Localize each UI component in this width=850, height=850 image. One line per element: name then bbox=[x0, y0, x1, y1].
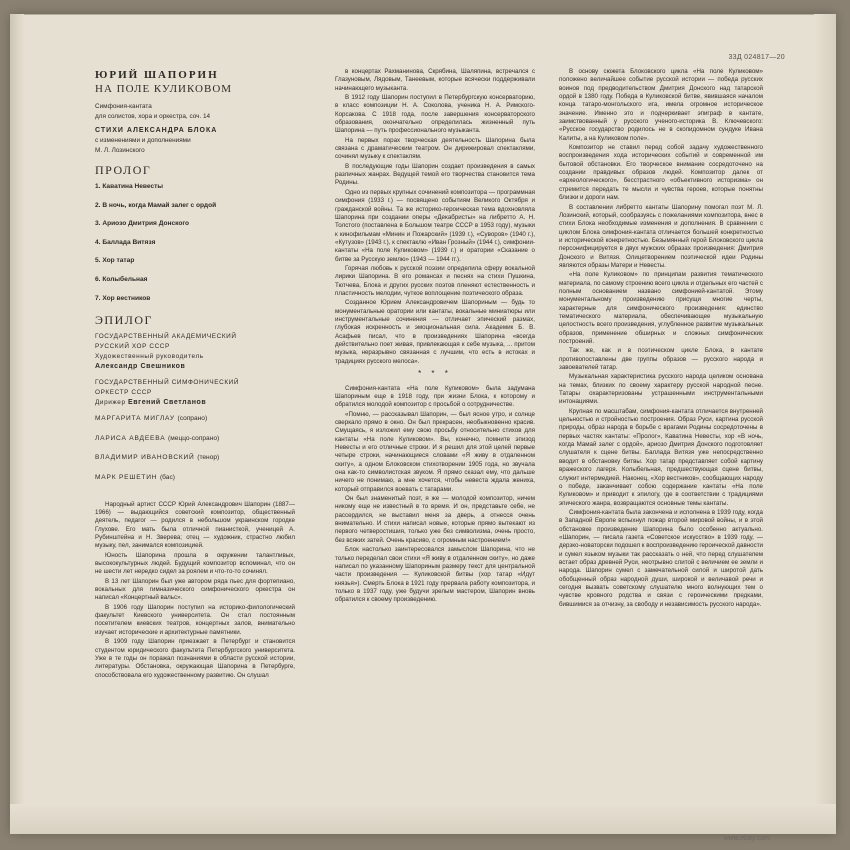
forces: для солистов, хора и оркестра, соч. 14 bbox=[95, 113, 211, 120]
orchestra-line-1: ГОСУДАРСТВЕННЫЙ СИМФОНИЧЕСКИЙ bbox=[95, 379, 240, 387]
poems-credit: СТИХИ АЛЕКСАНДРА БЛОКА bbox=[95, 127, 218, 134]
orchestra-line-2: ОРКЕСТР СССР bbox=[95, 389, 152, 397]
paragraph: На первых порах творческая деятельность Шапорина была связана с драматическим театром. Он дирижировал спектаклями, сочинял музыку к спектаклям. bbox=[335, 136, 535, 161]
choir-director: Александр Свешников bbox=[95, 363, 186, 371]
conductor-label: Дирижер bbox=[95, 399, 126, 407]
soloist bbox=[95, 414, 295, 424]
column-3 bbox=[559, 68, 763, 800]
paragraph: Одно из первых крупных сочинений композитора — программная симфония (1933 г.) — посвящено событиям Великого Октября и гражданской войны. Та же историко-героическая тема вдохновляла Шапорина при создании оперы «Декабристы» на либретто А. Н. Толстого (поставлена в Большом театре СССР в 1953 году), музыки к кинофильмам «Минин и Пожарский» (1939 г.), «Суворов» (1940 г.), «Кутузов» (1943 г.), к спектаклю «Иван Грозный» (1944 г.), симфонии-кантаты «На поле Куликовом» (1939 г.) и оратории «Сказание о битве за Русскую землю» (1943 — 1944 гг.). bbox=[335, 188, 535, 263]
sleeve-bottom-edge bbox=[10, 804, 836, 834]
paragraph: Юность Шапорина прошла в окружении талантливых, высококультурных людей. Будущий композитор вспоминал, что он не шести лет нередко сидел за роялем и что-то-то сочинял. bbox=[95, 551, 295, 576]
column-2 bbox=[335, 68, 535, 800]
paragraph: Симфония-кантата была закончена и исполнена в 1939 году, когда в Западной Европе вспыхнул пожар второй мировой войны, и в этой обстановке произведение Шапорина было особенно актуально. «Шапорин, — писала газета «Советское искусство» в 1939 году, — дерзко-новаторски подошел к воспроизведению героической давности и сумел языком музыки так рассказать о ней, что перед слушателем встает образ древней Руси, неотрывно слитой с величием ее земли и народа. Шапорин сумел с замечательной силой и широтой дать обобщенный образ народной души, широкой и величавой речи и сегодня вызвать советскому слушателю много волнующих тем о чувстве кровного родства и связи с героическими предками, бившимися за отчизну, за свободу и независимость русского народа». bbox=[559, 508, 763, 608]
track-item: 5. Хор татар bbox=[95, 257, 135, 265]
section-separator: * * * bbox=[418, 369, 452, 379]
soloist-role: (тенор) bbox=[197, 454, 220, 462]
paragraph: Созданное Юрием Александровичем Шапориным — будь то монументальные оратории или кантаты, вокальные миниатюры или инструментальные сочинения — отличает эпический размах, глубокая искренность и эмоциональная сила. Академик Б. В. Асафьев писал, что в произведениях Шапорина «всегда действительно поет живая, привлекающая к себе музыка, ... притом музыка, неразрывно связанная с лучшим, что есть в истоках и традициях русского мелоса». bbox=[335, 299, 535, 365]
track-item: 3. Ариозо Дмитрия Донского bbox=[95, 220, 190, 228]
paragraph: В 1912 году Шапорин поступил в Петербургскую консерваторию, в класс композиции Н. А. Соколова, ученика Н. А. Римского-Корсакова. С 1918 года, после завершения консерваторского образования, окончательно определилась жизненный путь Шапорина — путь профессионального музыканта. bbox=[335, 94, 535, 135]
biography-text bbox=[95, 501, 295, 680]
sleeve-left-edge bbox=[10, 14, 24, 834]
sleeve-right-edge bbox=[814, 14, 836, 834]
paragraph: В составлении либретто кантаты Шапорину помогал поэт М. Л. Лозинский, который, сообразуясь с пожеланиями композитора, внес в стихи Блока необходимые изменения и дополнения. В сравнении с циклом Блока симфония-кантата отличается большей конкретностью и исторической конкретностью. Безымянный герой Блоковского цикла персонифицируется в двух мужских образах произведения: Дмитрия Донского и Витязя. Олицетворением поэтической идеи Родины являются образы Матери и Невесты. bbox=[559, 203, 763, 269]
track-item: 2. В ночь, когда Мамай залег с ордой bbox=[95, 201, 217, 209]
soloist-name: МАРГАРИТА МИГЛАУ bbox=[95, 415, 175, 423]
track-item: 1. Каватина Невесты bbox=[95, 183, 164, 190]
soloist-role: (меццо-сопрано) bbox=[168, 434, 220, 442]
paragraph: В основу сюжета Блоковского цикла «На поле Куликовом» положено величайшее событие русской истории — победа русских воинов под предводительством Дмитрия Донского над татарской ордой в 1380 году. Победа в Куликовской битве, явившаяся началом конца татаро-монгольского ига, имела огромное историческое значение. Именно это и подчеркивает эпиграф в кантате, заимствованный у русского ученого-историка В. Ключевского: «Русское государство родилось не в скопидомном сундуке Ивана Калиты, а на Куликовом поле». bbox=[559, 68, 763, 142]
changes-line-1: с изменениями и дополнениями bbox=[95, 137, 191, 144]
paragraph: В 1906 году Шапорин поступил на историко-филологический факультет Киевского университета. Он стал постоянным посетителем киевских театров, концертных залов, внимательно изучает исторические и архитектурные памятники. bbox=[95, 603, 295, 636]
paragraph: Симфония-кантата «На поле Куликовом» была задумана Шапориным еще в 1918 году, при жизни Блока, к которому и обратился молодой композитор с просьбой о сотрудничестве. bbox=[335, 384, 535, 409]
changes-line-2: М. Л. Лозинского bbox=[95, 147, 145, 154]
choir-credit bbox=[95, 332, 295, 372]
orchestra-credit bbox=[95, 378, 295, 408]
paragraph: В 1909 году Шапорин приезжает в Петербург и становится студентом юридического факультета Петербургского университета. Уже в те годы он поражал познаниями в области русской истории, литературы. Обстановка, окружающая Шапорина в Петербурге, способствовала его художественному развитию. Он слушал bbox=[95, 638, 295, 679]
genre: Симфония-кантата bbox=[95, 103, 152, 110]
epilogue-heading: ЭПИЛОГ bbox=[95, 313, 153, 328]
track-item: 7. Хор вестников bbox=[95, 294, 151, 302]
choir-director-label: Художественный руководитель bbox=[95, 353, 204, 361]
soloist-role: (бас) bbox=[159, 473, 175, 481]
soloist-name: МАРК РЕШЕТИН bbox=[95, 473, 158, 481]
paragraph: Крупная по масштабам, симфония-кантата отличается внутренней цельностью и стройностью построения. Образ Руси, картина русской природы, образ народа в борьбе с врагами Родины сосредоточены в первых частях кантаты: «Пролог», Каватина Невесты, хор «В ночь, когда Мамай залег с ордой», ариозо Дмитрия Донского подготовляет слушателя к сцене битвы. Баллада Витязя уже непосредственно вводит в обстановку битвы. Хор татар представляет собой картину вражеского лагеря. Колыбельная, предшествующая сцене битвы, служит интермедией. Наконец, «Хор вестников», сообщающих народу о победе, заканчивает собою содержание кантаты «На поле Куликовом» и приводит к эпилогу, где в соответствии с традициями эпического жанра, возвращаются основные темы кантаты. bbox=[559, 407, 763, 507]
paragraph: Он был знаменитый поэт, я же — молодой композитор, ничем никому еще не известный в то время. И он, представьте себе, не рассердился, не выставил меня за дверь, а отнесся очень внимательно. И стихи написал новые, которые прямо вытекают из первого четверостишия, только уже без символизма, очень просто, без всяких затей. Очень красиво, с огромным настроением!» bbox=[335, 495, 535, 544]
soloist bbox=[95, 453, 295, 463]
column-1 bbox=[95, 68, 295, 800]
choir-line-1: ГОСУДАРСТВЕННЫЙ АКАДЕМИЧЕСКИЙ bbox=[95, 333, 237, 341]
prologue-heading: ПРОЛОГ bbox=[95, 163, 152, 177]
paragraph: «Помню, — рассказывал Шапорин, — был ясное утро, и солнце сверкало прямо в окно. Он был прекрасен, необыкновенно красив. Смущаясь, я изложил ему свою просьбу относительно стихов для кантаты «На поле Куликовом». Вы, конечно, помните эпизод Невесты и его отличные строки. И я решил для этой целей первые четыре строки, начинающиеся словами «Я живу в отдаленном скиту», а одном Блоковском стихотворении 1905 года, но звучала она как-то символистская звуком. Я прямо сказал ему, что дальше ничего не понимаю, а мне хочется, чтобы невеста ждала жениха, который отправился воевать с татарами. bbox=[335, 410, 535, 493]
choir-line-2: РУССКИЙ ХОР СССР bbox=[95, 343, 170, 351]
paragraph: Блок настолько заинтересовался замыслом Шапорина, что не только переделал свои стихи «Я живу в отдаленном скиту», но даже написал по указанному Шапориным размеру текст для центральной части произведения — Куликовской битвы (хор татар «Идут князья»). Смерть Блока в 1921 году прервала работу композитора, и только в 1937 году, уже будучи зрелым мастером, Шапорин вновь обратился к своему произведению. bbox=[335, 546, 535, 604]
paragraph: В 13 лет Шапорин был уже автором ряда пьес для фортепиано, вокальных для гимназического симфонического оркестра он написал «Концертный вальс». bbox=[95, 577, 295, 602]
watermark: www.ebay.com bbox=[723, 835, 770, 842]
work-title: НА ПОЛЕ КУЛИКОВОМ bbox=[95, 83, 233, 95]
paragraph: Композитор не ставил перед собой задачу художественного воспроизведения хода исторических событий и современной им бытовой обстановки. Его творческое внимание сосредоточено на создании правдивых образов людей. Композитор далек от «археологического», бесстрастного «объективного историзма» он стремится передать те мысли и чувства героев, которые понятны близки и дороги нам. bbox=[559, 144, 763, 202]
paragraph: Музыкальная характеристика русского народа целиком основана на темах, близких по своему характеру русской народной песне. Татары охарактеризованы устрашенными инструментальными интонациями. bbox=[559, 373, 763, 406]
composer-name: ЮРИЙ ШАПОРИН bbox=[95, 69, 219, 81]
conductor-name: Евгений Светланов bbox=[128, 399, 207, 407]
soloist bbox=[95, 434, 295, 444]
paragraph: «На поле Куликовом» по принципам развития тематического материала, по самому строению всего цикла и отдельных его частей с полным основанием названо симфонией-кантатой. Этому монументальному произведению присущи многие черты, характерные для симфонического произведения: единство тематического материала, обеспечивающее музыкальную целостность всего произведения, углубленное развитие музыкальных образов, применение обширных и сложных симфонических построений. bbox=[559, 271, 763, 345]
paragraph: В последующие годы Шапорин создает произведения в самых различных жанрах. Ведущей темой его творчества становится тема Родины. bbox=[335, 162, 535, 187]
catalog-number: 33Д 024817—20 bbox=[728, 54, 785, 61]
paragraph: Народный артист СССР Юрий Александрович Шапорин (1887—1966) — выдающийся советский композитор, общественный деятель, педагог — родился в небольшом украинском городке Глухове. Его мать была отличной пианисткой, ученицей А. Рубинштейна и Н. Зверева; отец — художник, страстно любил музыку, пел, занимался композицией. bbox=[95, 500, 295, 550]
paragraph: в концертах Рахманинова, Скрябина, Шаляпина, встречался с Глазуновым, Лядовым, Танеевым, которые всячески поддерживали начинающего музыканта. bbox=[335, 68, 535, 92]
track-item: 4. Баллада Витязя bbox=[95, 238, 156, 246]
track-item: 6. Колыбельная bbox=[95, 275, 148, 283]
track-list bbox=[95, 182, 295, 303]
paragraph: Так же, как и в поэтическом цикле Блока, в кантате противопоставлены две группы образов — русского народа и завоевателей татар. bbox=[559, 347, 763, 372]
soloist-role: (сопрано) bbox=[177, 415, 208, 423]
liner-notes bbox=[95, 54, 785, 800]
soloist-name: ВЛАДИМИР ИВАНОВСКИЙ bbox=[95, 454, 195, 462]
soloist bbox=[95, 473, 295, 483]
soloist-name: ЛАРИСА АВДЕЕВА bbox=[95, 434, 166, 442]
paragraph: Горячая любовь к русской поэзии определила сферу вокальной лирики Шапорина. В его романсах и песнях на стихи Пушкина, Тютчева, Блока и других русских поэтов пленяют естественность и пластичность мелодии, чуткое воплощение поэтического образа. bbox=[335, 264, 535, 297]
